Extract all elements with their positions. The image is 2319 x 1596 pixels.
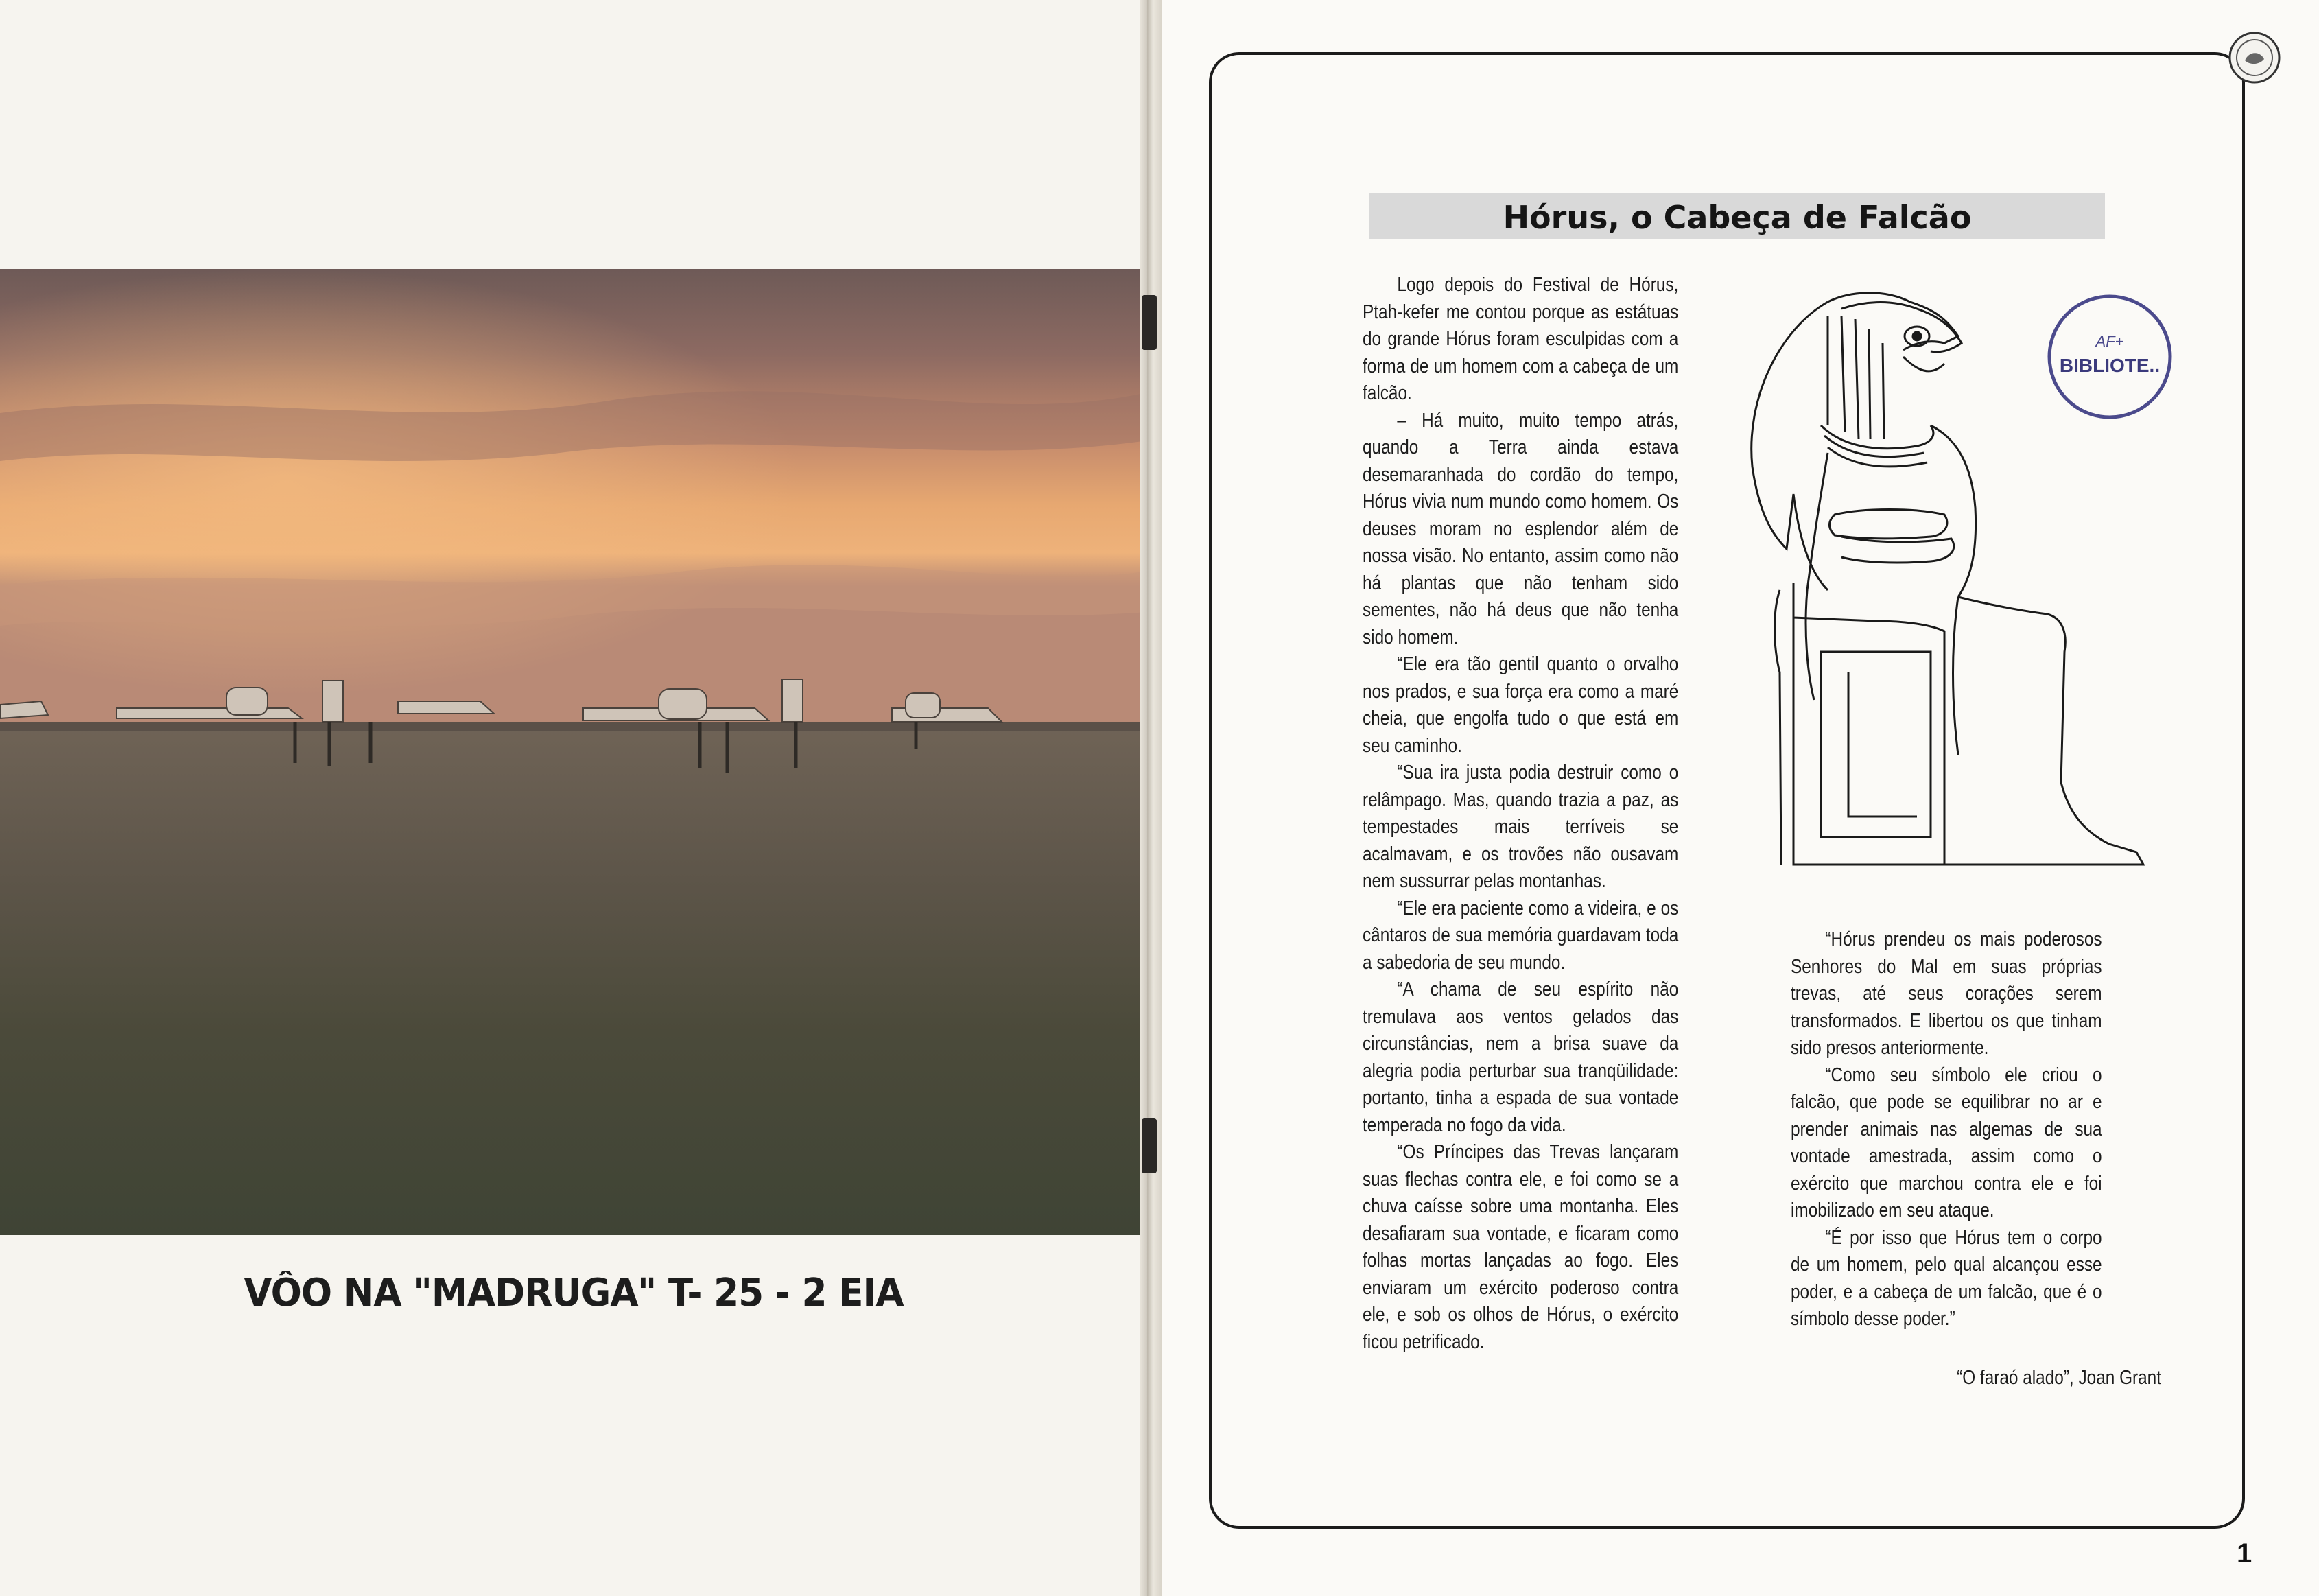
text-column-left <box>1363 272 1678 1356</box>
stamp-line2: BIBLIOTE.. <box>2059 355 2161 376</box>
library-stamp-icon <box>2038 288 2182 425</box>
page-edge <box>1140 0 1147 1596</box>
staple-top <box>1142 295 1157 350</box>
stamp-line1: AF+ <box>2095 333 2124 350</box>
sunset-airfield-photo <box>0 269 1147 1235</box>
paragraph: “Ele era paciente como a videira, e os cântaros de sua memória guardavam toda a sabedoria de seu mundo. <box>1363 897 1679 974</box>
photo-caption: VÔO NA "MADRUGA" T- 25 - 2 EIA <box>244 1271 904 1315</box>
paragraph: “É por isso que Hórus tem o corpo de um homem, pelo qual alcançou esse poder, e a cabeça de um falcão, que é o símbolo desse poder.” <box>1791 1226 2102 1330</box>
paragraph: Logo depois do Festival de Hórus, Ptah-kefer me contou porque as estátuas do grande Hórus foram esculpidas com a forma de um homem com a cabeça de um falcão. <box>1363 274 1679 404</box>
title-bar <box>1369 193 2105 239</box>
page-title: Hórus, o Cabeça de Falcão <box>1503 199 1972 236</box>
page-number: 1 <box>2237 1538 2252 1569</box>
paragraph: “Os Príncipes das Trevas lançaram suas flechas contra ele, e foi como se a chuva caísse sobre uma montanha. Eles desafiaram sua vontade, e ficaram como folhas mortas lançadas ao fogo. Eles enviaram um exército poderoso contra ele, e sob os olhos de Hórus, o exército ficou petrificado. <box>1363 1141 1679 1353</box>
staple-bottom <box>1142 1118 1157 1173</box>
round-library-seal-icon <box>2227 30 2282 85</box>
quote-attribution: “O faraó alado”, Joan Grant <box>1957 1367 2161 1389</box>
paragraph: “Ele era tão gentil quanto o orvalho nos prados, e sua força era como a maré cheia, que engolfa tudo o que está em seu caminho. <box>1363 653 1679 757</box>
right-page <box>1162 0 2319 1596</box>
paragraph: – Há muito, muito tempo atrás, quando a Terra ainda estava desemaranhada do cordão do tempo, Hórus vivia num mundo como homem. Os deuses moram no esplendor além de nossa visão. No entanto, assim como não há plantas que não tenham sido sementes, não há deus que não tenha sido homem. <box>1363 409 1679 648</box>
paragraph: “Sua ira justa podia destruir como o relâmpago. Mas, quando trazia a paz, as tempestades mais terríveis se acalmavam, e os trovões não ousavam nem sussurrar pelas montanhas. <box>1363 762 1679 892</box>
paragraph: “Hórus prendeu os mais poderosos Senhores do Mal em suas próprias trevas, até seus corações serem transformados. E libertou os que tinham sido presos anteriormente. <box>1791 928 2102 1059</box>
text-column-right <box>1791 926 2102 1333</box>
paragraph: “A chama de seu espírito não tremulava aos ventos gelados das circunstâncias, nem a brisa suave da alegria podia perturbar sua tranqüilidade: portanto, tinha a espada de sua vontade temperada no fogo da vida. <box>1363 978 1679 1136</box>
left-page <box>0 0 1147 1596</box>
book-spine <box>1147 0 1162 1596</box>
paragraph: “Como seu símbolo ele criou o falcão, que pode se equilibrar no ar e prender animais nas algemas de sua vontade amestrada, assim como o exército que marchou contra ele e foi imobilizado em seu ataque. <box>1791 1064 2102 1221</box>
